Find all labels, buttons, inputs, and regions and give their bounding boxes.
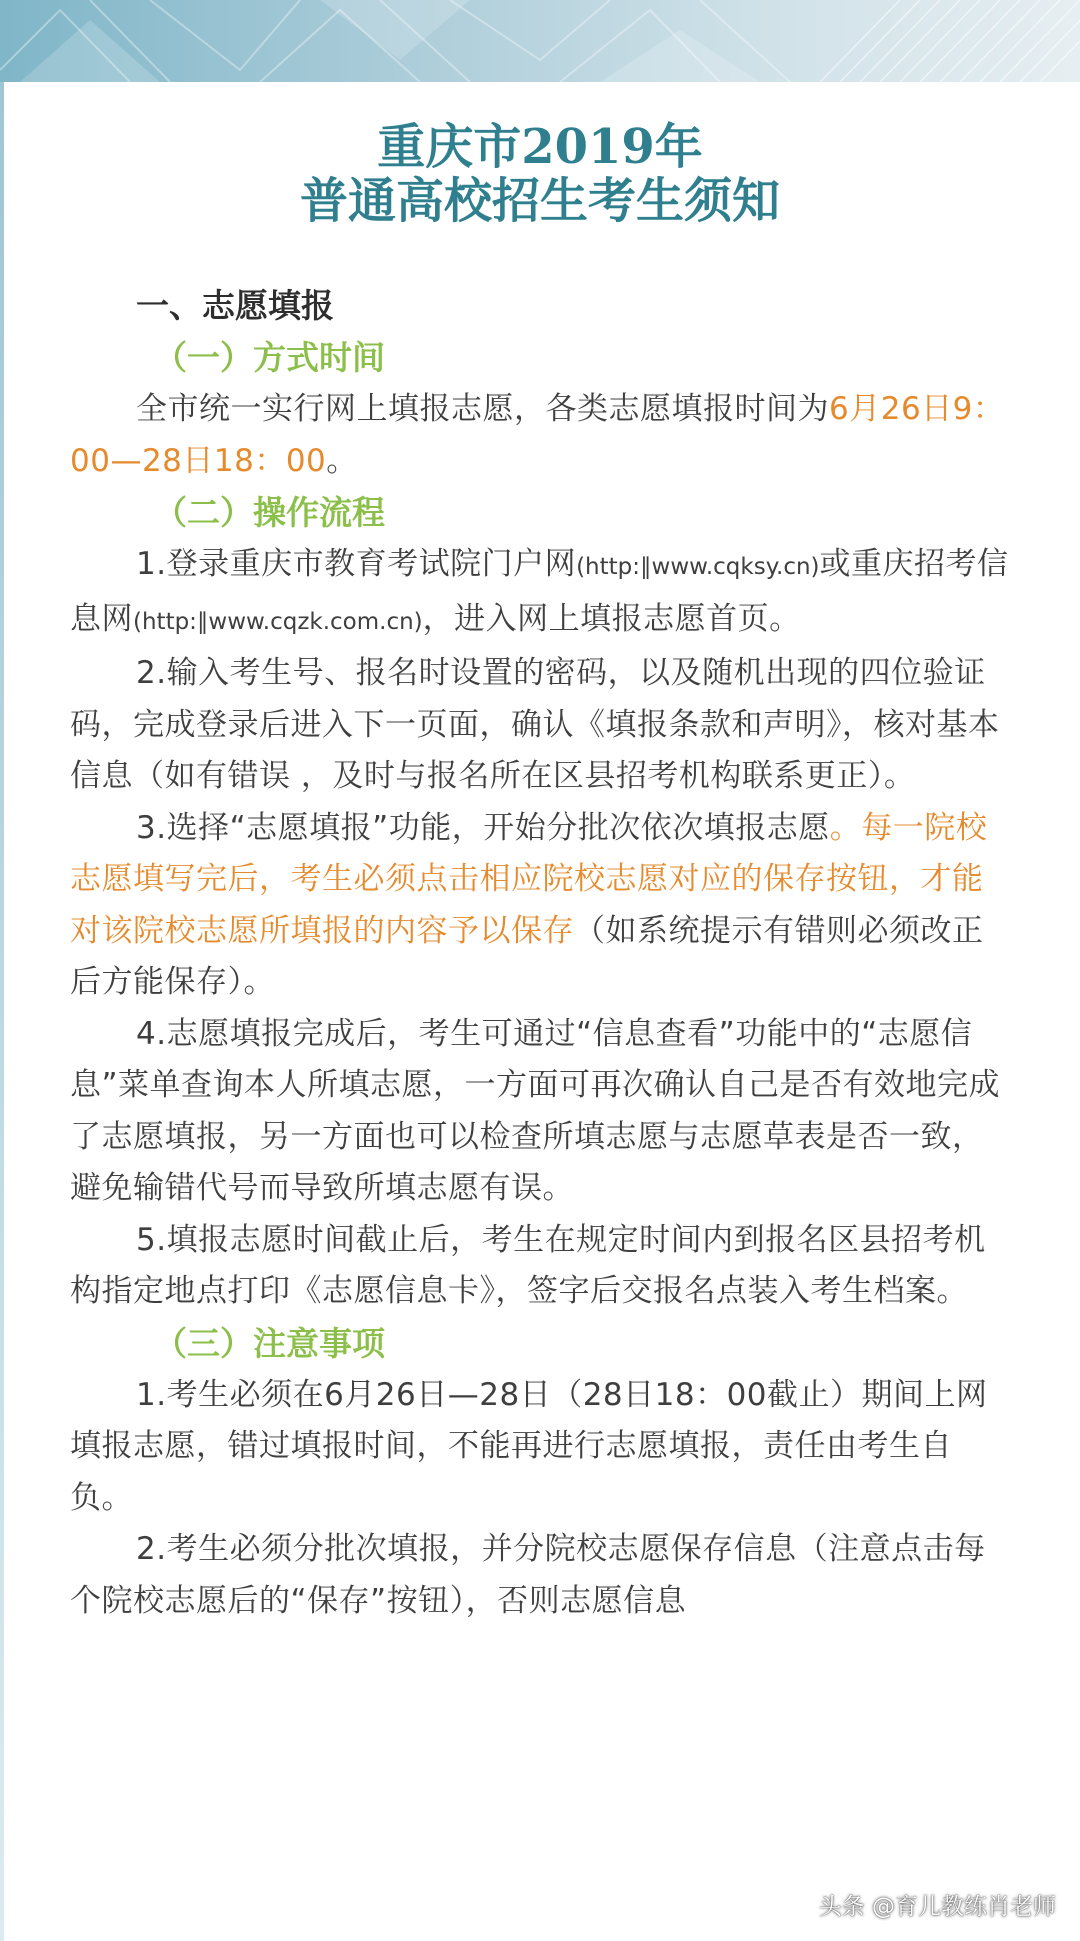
procedure-step-2: 2.输入考生号、报名时设置的密码，以及随机出现的四位验证码，完成登录后进入下一页面，确认《填报条款和声明》，核对基本信息（如有错误 ，及时与报名所在区县招考机构联系更正）。 [70,655,1000,794]
step3-text-a: 3.选择“志愿填报”功能，开始分批次依次填报志愿 [136,809,830,846]
subheading-procedure: （二）操作流程 [154,493,385,532]
procedure-step-1 [70,539,1010,648]
step1-url-cqksy: (http:∥www.cqksy.cn) [576,554,820,580]
paragraph-method-time [70,384,1010,487]
header-banner [0,0,1080,82]
step3-save-warning: 。每一院校志愿填写完后，考生必须点击相应院校志愿对应的保存按钮，才能对该院校志愿所填报的内容予以保存 [70,809,988,949]
page-title [0,120,1080,228]
procedure-step-3 [70,803,1010,1009]
notes-item-2: 2.考生必须分批次填报，并分院校志愿保存信息（注意点击每个院校志愿后的“保存”按钮），否则志愿信息 [70,1531,986,1619]
step1-text-a: 1.登录重庆市教育考试院门户网 [136,546,577,582]
procedure-step-5: 5.填报志愿时间截止后，考生在规定时间内到报名区县招考机构指定地点打印《志愿信息卡》，签字后交报名点装入考生档案。 [70,1221,986,1309]
step1-text-b: 或重庆招考信息网 [70,546,1009,637]
filing-time-highlight: 6月26日9：00—28日18：00 [70,391,1005,479]
step1-url-cqzk: (http:∥www.cqzk.com.cn) [133,608,423,635]
section-heading-volunteer: 一、志愿填报 [136,286,334,325]
notes-item-1: 1.考生必须在6月26日—28日（28日18：00截止）期间上网填报志愿，错过填报时间，不能再进行志愿填报，责任由考生自负。 [70,1376,988,1516]
step3-text-c: （如系统提示有错则必须改正后方能保存）。 [70,912,984,1000]
article-body [70,280,1010,1627]
banner-pattern [0,0,1080,82]
source-watermark: 头条 @育儿教练肖老师 [818,1894,1056,1920]
page-title-line2: 普通高校招生考生须知 [299,173,780,229]
procedure-step-4: 4.志愿填报完成后，考生可通过“信息查看”功能中的“志愿信息”菜单查询本人所填志愿，一方面可再次确认自己是否有效地完成了志愿填报，另一方面也可以检查所填志愿与志愿草表是否一致，避免输错代号而导致所填志愿有误。 [70,1015,1001,1206]
left-edge-decoration [0,82,4,1941]
page-title-line1: 重庆市2019年 [377,119,703,175]
method-time-text: 全市统一实行网上填报志愿，各类志愿填报时间为 [136,391,829,427]
subheading-notes: （三）注意事项 [154,1323,385,1363]
step1-text-c: ，进入网上填报志愿首页。 [422,600,801,637]
subheading-method-time: （一）方式时间 [154,338,385,377]
method-time-end: 。 [326,442,358,479]
